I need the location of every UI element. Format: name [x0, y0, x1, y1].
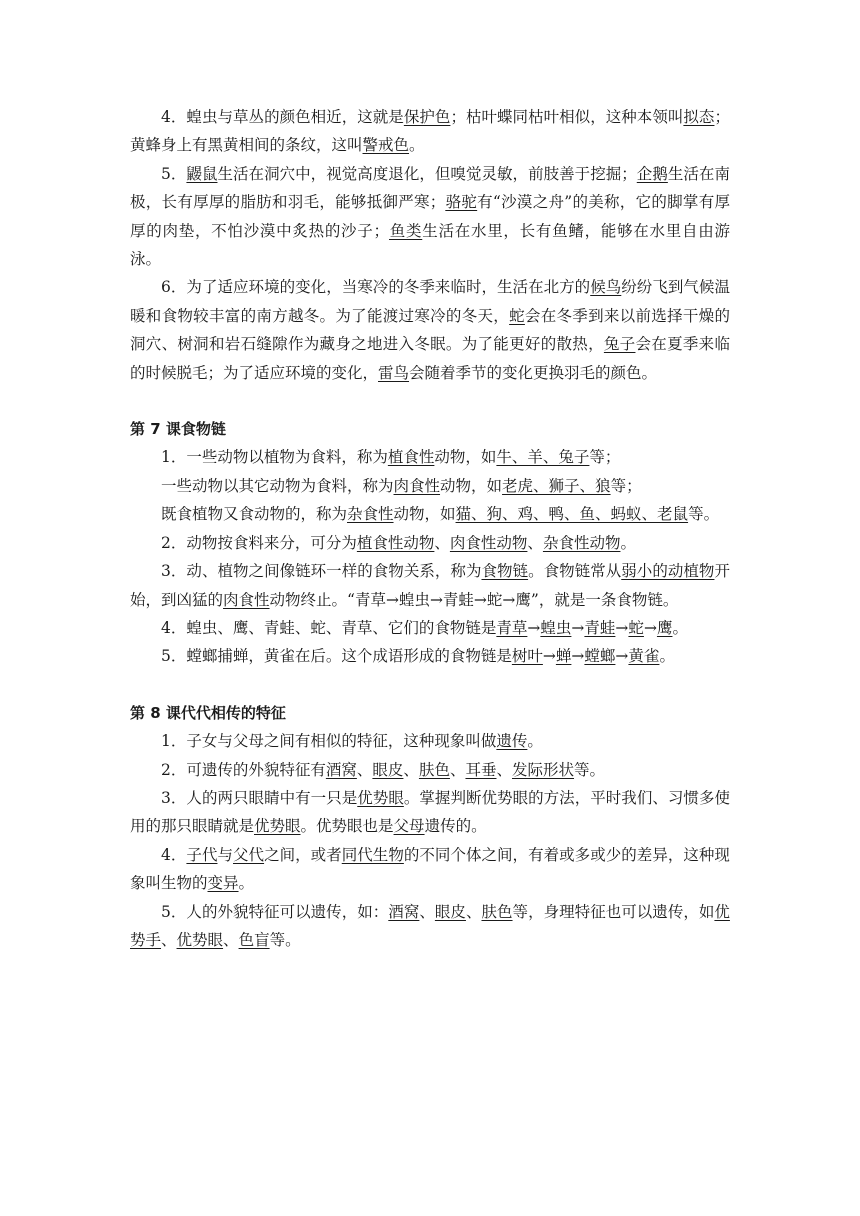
text-run: → [527, 618, 541, 637]
section [130, 103, 730, 387]
paragraph [130, 557, 730, 614]
text-run: 、 [223, 930, 239, 949]
underlined-answer: 耳垂 [465, 760, 497, 779]
text-run: 之间，或者 [264, 845, 342, 864]
underlined-answer: 眼皮 [434, 902, 466, 921]
text-run: 5．螳螂捕蝉，黄雀在后。这个成语形成的食物链是 [161, 647, 512, 666]
underlined-answer: 肉食性动物 [449, 533, 528, 552]
text-run: 等。 [269, 930, 301, 949]
underlined-answer: 遗传 [496, 732, 528, 751]
text-run: ；黄蜂身上有黑黄相间的条纹，这叫 [130, 108, 730, 155]
text-run: 动物终止。“青草→蝗虫→青蛙→蛇→鹰”，就是一条食物链。 [269, 590, 679, 609]
paragraph [130, 160, 730, 274]
text-run: 。 [527, 732, 543, 751]
underlined-answer: 猫、狗、鸡、鸭、鱼、蚂蚁、老鼠 [455, 505, 689, 524]
text-run: 、 [527, 533, 543, 552]
underlined-answer: 黄雀 [628, 647, 660, 666]
text-run: 2．可遗传的外貌特征有 [161, 760, 326, 779]
text-run: 会在冬季到来以前选择干燥的洞穴、树洞和岩石缝隙作为藏身之地进入冬眠。为了能更好的散热， [130, 306, 730, 354]
document-page [130, 103, 730, 954]
text-run: 4．蝗虫、鹰、青蛙、蛇、青草、它们的食物链是 [161, 618, 497, 637]
underlined-answer: 蛇 [509, 306, 525, 325]
text-run: 遗传的。 [424, 817, 487, 836]
text-run: → [571, 618, 585, 637]
text-run: 等； [589, 448, 621, 467]
underlined-answer: 父母 [393, 817, 425, 836]
text-run: 等。 [688, 505, 720, 524]
paragraph [130, 784, 730, 841]
text-run: 、 [356, 760, 373, 779]
text-run: 会在夏季来临的时候脱毛；为了适应环境的变化， [130, 335, 730, 382]
paragraph [130, 500, 730, 528]
underlined-answer: 肉食性 [393, 476, 441, 495]
text-run: → [643, 618, 657, 637]
text-run: → [571, 647, 585, 666]
underlined-answer: 骆驼 [445, 193, 478, 212]
underlined-answer: 雷鸟 [378, 363, 410, 382]
underlined-answer: 蛇 [628, 618, 644, 637]
underlined-answer: 蝉 [555, 647, 572, 666]
underlined-answer: 鼹鼠 [186, 164, 218, 183]
paragraph [130, 727, 730, 755]
text-run: 。 [659, 647, 675, 666]
section-heading: 第 7 课食物链 [130, 420, 226, 439]
underlined-answer: 鹰 [656, 618, 673, 637]
text-run: 。 [672, 618, 688, 637]
text-run: 生活在洞穴中，视觉高度退化，但嗅觉灵敏，前肢善于挖掘； [217, 164, 637, 183]
underlined-answer: 酒窝 [325, 760, 357, 779]
text-run: 纷纷飞到气候温暖和食物较丰富的南方越冬。为了能渡过寒冷的冬天， [130, 278, 730, 325]
underlined-answer: 肤色 [418, 760, 450, 779]
text-run: 1．一些动物以植物为食料，称为 [161, 448, 388, 467]
text-run: 开始，到凶猛的 [130, 562, 730, 609]
underlined-answer: 食物链 [481, 562, 529, 581]
underlined-answer: 植食性 [387, 448, 435, 467]
text-run: 生活在水里，长有鱼鳍，能够在水里自由游泳。 [130, 221, 730, 269]
underlined-answer: 保护色 [403, 108, 451, 126]
text-run: 生活在南极，长有厚厚的脂肪和羽毛，能够抵御严寒； [130, 164, 730, 212]
underlined-answer: 杂食性动物 [542, 533, 621, 552]
text-run: 4． [161, 845, 187, 864]
underlined-answer: 警戒色 [362, 136, 410, 155]
text-run: 4．蝗虫与草丛的颜色相近，这就是 [161, 108, 404, 126]
paragraph [130, 614, 730, 642]
underlined-answer: 酒窝 [388, 902, 420, 921]
paragraph [130, 756, 730, 784]
underlined-answer: 拟态 [683, 108, 715, 126]
text-run: 、 [161, 930, 177, 949]
underlined-answer: 老虎、狮子、狼 [502, 476, 611, 495]
underlined-answer: 优势眼 [357, 788, 404, 807]
section [130, 415, 730, 671]
text-run: 、 [496, 760, 512, 779]
underlined-answer: 子代 [186, 845, 218, 864]
underlined-answer: 蝗虫 [540, 618, 572, 637]
text-run: 等，身理特征也可以遗传，如 [512, 902, 715, 921]
text-run: 3．动、植物之间像链环一样的食物关系，称为 [161, 562, 482, 581]
text-run: 、 [434, 533, 450, 552]
text-run: 既食植物又食动物的，称为 [161, 505, 348, 524]
paragraph [130, 841, 730, 898]
paragraph [130, 642, 730, 670]
text-run: 。优势眼也是 [300, 817, 394, 836]
text-run: 动物，如 [440, 476, 503, 495]
underlined-answer: 候鸟 [590, 278, 622, 297]
text-run: 。 [409, 136, 425, 155]
text-run: → [615, 618, 629, 637]
underlined-answer: 螳螂 [584, 647, 616, 666]
section [130, 699, 730, 955]
paragraph [130, 898, 730, 955]
underlined-answer: 弱小的动植物 [621, 562, 715, 581]
underlined-answer: 杂食性 [347, 505, 394, 524]
text-run: 、 [403, 760, 419, 779]
text-run: 动物，如 [393, 505, 456, 524]
text-run: ；枯叶蝶同枯叶相似，这种本领叫 [450, 108, 684, 126]
underlined-answer: 优势眼 [176, 930, 224, 949]
paragraph [130, 443, 730, 471]
underlined-answer: 青蛙 [584, 618, 616, 637]
underlined-answer: 牛、羊、兔子 [496, 448, 590, 467]
text-run: 动物，如 [434, 448, 497, 467]
underlined-answer: 兔子 [603, 335, 636, 354]
text-run: 。食物链常从 [528, 562, 622, 581]
text-run: 与 [217, 845, 234, 864]
text-run: 。掌握判断优势眼的方法，平时我们、习惯多使用的那只眼睛就是 [130, 788, 730, 836]
paragraph [130, 273, 730, 387]
text-run: 、 [419, 902, 435, 921]
underlined-answer: 变异 [207, 874, 239, 893]
text-run: 、 [465, 902, 482, 921]
text-run: 。 [620, 533, 636, 552]
underlined-answer: 企鹅 [636, 164, 668, 183]
underlined-answer: 肉食性 [223, 590, 270, 609]
text-run: 5． [161, 164, 187, 183]
text-run: 5．人的外貌特征可以遗传，如： [161, 902, 389, 921]
text-run: 一些动物以其它动物为食料，称为 [161, 476, 394, 495]
underlined-answer: 植食性动物 [356, 533, 435, 552]
text-run: 等； [610, 476, 642, 495]
text-run: 、 [449, 760, 466, 779]
section-heading: 第 8 课代代相传的特征 [130, 703, 286, 722]
underlined-answer: 色盲 [238, 930, 270, 949]
underlined-answer: 树叶 [511, 647, 543, 666]
underlined-answer: 发际形状 [512, 760, 575, 779]
underlined-answer: 父代 [233, 845, 265, 864]
underlined-answer: 优势眼 [254, 817, 301, 836]
underlined-answer: 优势手 [130, 902, 730, 949]
paragraph [130, 472, 730, 500]
text-run: 6．为了适应环境的变化，当寒冷的冬季来临时，生活在北方的 [161, 278, 591, 297]
underlined-answer: 同代生物 [341, 845, 404, 864]
underlined-answer: 眼皮 [372, 760, 404, 779]
text-run: 等。 [574, 760, 606, 779]
underlined-answer: 鱼类 [389, 221, 423, 240]
paragraph [130, 103, 730, 160]
text-run: → [615, 647, 629, 666]
text-run: 有“沙漠之舟”的美称，它的脚掌有厚厚的肉垫，不怕沙漠中炙热的沙子； [130, 193, 730, 240]
text-run: 会随着季节的变化更换羽毛的颜色。 [409, 363, 658, 382]
text-run: 的不同个体之间，有着或多或少的差异，这种现象叫生物的 [130, 845, 730, 893]
paragraph [130, 529, 730, 557]
text-run: → [542, 647, 556, 666]
text-run: 2．动物按食料来分，可分为 [161, 533, 357, 552]
text-run: 3．人的两只眼睛中有一只是 [161, 788, 358, 807]
underlined-answer: 青草 [496, 618, 528, 637]
underlined-answer: 肤色 [481, 902, 513, 921]
text-run: 。 [238, 874, 255, 893]
text-run: 1．子女与父母之间有相似的特征，这种现象叫做 [161, 732, 497, 751]
